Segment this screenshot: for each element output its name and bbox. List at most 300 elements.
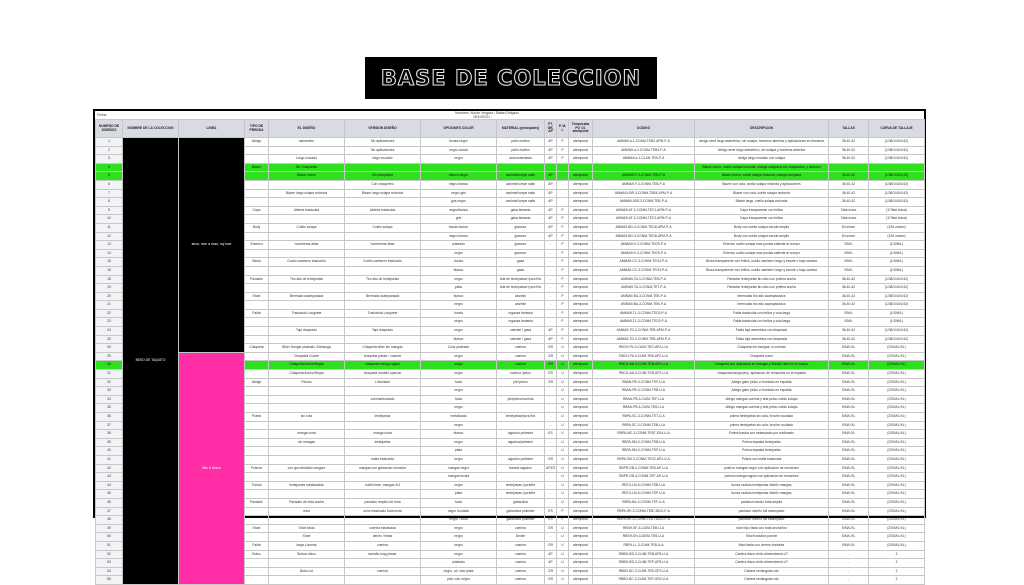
cell-n: 11	[96, 223, 123, 232]
cell-cod: RBPA-RE-3-CONM-TEG7-BDO-P-A	[593, 516, 695, 525]
cell-version	[345, 232, 421, 241]
cell-cod: RBPA-SC-3-CONM-TET-U-A	[593, 413, 695, 422]
cell-desc: Capa transparente con brillos	[695, 215, 829, 224]
cell-t: atemporal	[569, 533, 593, 542]
cell-color: negro	[421, 249, 497, 258]
cell-version: Bermuda acampanada	[345, 292, 421, 301]
cell-t: atemporal	[569, 335, 593, 344]
cell-color: negro	[421, 404, 497, 413]
cell-tipo	[245, 146, 269, 155]
cell-mat: gasa	[497, 266, 545, 275]
cell-p: P	[557, 215, 569, 224]
cell-tipo: Túnica	[245, 481, 269, 490]
cell-p: P	[557, 516, 569, 525]
cell-color: negro	[421, 275, 497, 284]
fecha-label: Fecha	[97, 113, 107, 117]
cell-cod: AMMA9-LBR-3-CONM-TSB4-APM-P-A	[593, 189, 695, 198]
cell-n: 24	[96, 327, 123, 336]
cell-n: 45	[96, 490, 123, 499]
column-header: TALLAS	[829, 120, 869, 138]
cell-tipo: Enterizo	[245, 241, 269, 250]
cell-tallas: S/M/L/XL	[829, 473, 869, 482]
cell-tipo	[245, 155, 269, 164]
cell-mat: cuerina /peion	[497, 370, 545, 379]
cell-n: 50	[96, 533, 123, 542]
cell-curva: (1/38/1/40/1/42)	[869, 198, 925, 207]
cell-color: metalizada	[421, 413, 497, 422]
cell-g: -	[545, 309, 557, 318]
cell-desc: Falda traslucida con brillos y cola larga	[695, 318, 829, 327]
cell-diseno	[269, 266, 345, 275]
cell-tallas: S/M/L	[829, 309, 869, 318]
cell-cod: RBSH-SF-3-CUIM-TEB-U-A	[593, 524, 695, 533]
cell-version: L/bordado	[345, 378, 421, 387]
cell-desc: Pantalon lentejuelas tiro alto con pretina ancha	[695, 284, 829, 293]
cell-t: atemporal	[569, 455, 593, 464]
cell-tallas: S/M/L/XL	[829, 455, 869, 464]
cell-diseno: Bermuda acampanada	[269, 292, 345, 301]
column-header: DESCRIPCION	[695, 120, 829, 138]
cell-cod: RBPA-SM-3-CONM-TEG2-AP4-U-A	[593, 455, 695, 464]
cell-color: blanco	[421, 292, 497, 301]
cell-g: GR	[545, 378, 557, 387]
cell-n: 6	[96, 180, 123, 189]
cell-diseno	[269, 232, 345, 241]
cell-n: 4	[96, 163, 123, 172]
cell-desc: Falda traslucida con brillos y cola larga	[695, 309, 829, 318]
cell-cod: AMMA9-a-1-CLAN-TEB-P-A	[593, 155, 695, 164]
cell-diseno	[269, 180, 345, 189]
cell-desc: Blusa transparente con brillos, cuello camisero largo y escote v bajo camisa	[695, 258, 829, 267]
cell-p	[557, 163, 569, 172]
cell-mat: cashmiri/crepe satin	[497, 180, 545, 189]
cell-curva: (1/Talla única)	[869, 206, 925, 215]
cell-version	[345, 301, 421, 310]
cell-tipo: Pantalón	[245, 275, 269, 284]
cell-tipo	[245, 249, 269, 258]
cell-tallas: S/M/L/XL	[829, 378, 869, 387]
column-header: TIPO DE PRENDA	[245, 120, 269, 138]
cell-tallas: S/M/L/XL	[829, 404, 869, 413]
cell-tipo: Falda	[245, 541, 269, 550]
cell-n: 38	[96, 430, 123, 439]
cell-n: 53	[96, 559, 123, 568]
cell-desc: chaqueta/manga jeep, aplicacion de remaches en la espalda	[695, 370, 829, 379]
cell-color: negro	[421, 550, 497, 559]
cell-color: fucia	[421, 395, 497, 404]
cell-tipo	[245, 533, 269, 542]
cell-curva: (2/S/M/L/XL)	[869, 498, 925, 507]
cell-p: -	[557, 189, 569, 198]
cell-p: U	[557, 481, 569, 490]
cell-p: P	[557, 266, 569, 275]
cell-g: GR	[545, 361, 557, 370]
cell-t: atemporal	[569, 258, 593, 267]
cell-cod: RBSH-SH-3-DEIM-TEB-U-A	[593, 533, 695, 542]
cell-curva: (1/S/M/L)	[869, 258, 925, 267]
cell-tipo	[245, 404, 269, 413]
cell-tallas: 36-40-42	[829, 180, 869, 189]
cell-tipo: Abrigo	[245, 378, 269, 387]
cell-t: atemporal	[569, 189, 593, 198]
cell-version	[345, 318, 421, 327]
cell-color: negro-gris	[421, 189, 497, 198]
cell-desc: Abrigo glam peloc c/ bordado en espalda	[695, 387, 829, 396]
cell-curva: (2/S/M/L/XL)	[869, 387, 925, 396]
cell-desc: Blazer torero, cuello solapa redonda, manga campana con drapeados, y cinturon	[695, 163, 829, 172]
cell-cod: RBTU-LM-3-CONM-TEB-U-A	[593, 481, 695, 490]
cell-cod: RBPA-SM-3-CONM-TEP-U-A	[593, 447, 695, 456]
cell-cod: AMMA9-BD-3-CONM-TEG8-APM-P-A	[593, 223, 695, 232]
cell-t: atemporal	[569, 464, 593, 473]
cell-p: U	[557, 344, 569, 353]
cell-desc: Blazer con cola, cuello solapa redonda	[695, 189, 829, 198]
cell-p: U	[557, 533, 569, 542]
cell-diseno: Abierta traslucida	[269, 206, 345, 215]
cell-n: 30	[96, 361, 123, 370]
cell-n: 18	[96, 275, 123, 284]
spreadsheet	[95, 111, 924, 582]
cell-cod: AMMA9-TL-3-CONM-TEO2-P-A	[593, 318, 695, 327]
cell-diseno: Short falda	[269, 524, 345, 533]
cell-mat: algodon poliester	[497, 430, 545, 439]
cell-tipo: Blazer	[245, 163, 269, 172]
cell-tallas: S/M/L	[829, 258, 869, 267]
cell-p: U	[557, 524, 569, 533]
cell-curva: (1/Talla única)	[869, 215, 925, 224]
cell-color: mangas fucsia	[421, 473, 497, 482]
cell-p: U	[557, 559, 569, 568]
cell-curva: (2/S/M/L/XL)	[869, 413, 925, 422]
cell-color: fucia	[421, 498, 497, 507]
cell-desc: Maxi falda con cierres frontales	[695, 541, 829, 550]
cell-cod: RBPR-GB-3-CONM-TEB-AP-U-A	[593, 464, 695, 473]
cell-curva: (1/38/1/40/1/42)	[869, 146, 925, 155]
cell-curva: (2/S/M/L/XL)	[869, 404, 925, 413]
cell-cod: RBFA-LL-3-CUIM-TEB-U-A	[593, 541, 695, 550]
cell-tipo	[245, 370, 269, 379]
cell-mat	[497, 421, 545, 430]
cell-g: AP	[545, 335, 557, 344]
cell-color: plata	[421, 284, 497, 293]
cell-g: AP	[545, 146, 557, 155]
cell-p: U	[557, 378, 569, 387]
cell-curva: (2/M unisex)	[869, 223, 925, 232]
cell-n: 26	[96, 344, 123, 353]
cell-t: atemporal	[569, 524, 593, 533]
cell-n: 25	[96, 335, 123, 344]
cell-tallas: S/M/L/XL	[829, 387, 869, 396]
sheet-date: 28/10/2021	[473, 115, 490, 119]
cell-color: fucsia	[421, 309, 497, 318]
cell-tallas: 36-40-42	[829, 327, 869, 336]
cell-n: 22	[96, 309, 123, 318]
cell-desc: abrigo largo cruzado con solapa	[695, 155, 829, 164]
cell-curva: (1/38/1/40/1/42)	[869, 172, 925, 181]
cell-cod: AMMA9-a-1-COAM-TEB2-APM-P-A	[593, 138, 695, 147]
cell-cod: AMMA9-CC-3-CONM-TEG3-P-A	[593, 266, 695, 275]
cell-n: 41	[96, 455, 123, 464]
cell-g: AP,ES	[545, 464, 557, 473]
cell-t: atemporal	[569, 498, 593, 507]
cell-g: AP	[545, 189, 557, 198]
cell-diseno	[269, 421, 345, 430]
cell-mat: gasa	[497, 258, 545, 267]
cell-version	[345, 490, 421, 499]
cell-tipo	[245, 387, 269, 396]
collection-title-banner	[365, 57, 657, 99]
cell-t: atemporal	[569, 292, 593, 301]
collection-name-cell: BESO DE TAQUITO	[123, 138, 179, 585]
cell-color: blanco-negro	[421, 172, 497, 181]
cell-t: atemporal	[569, 387, 593, 396]
cell-diseno: Short	[269, 533, 345, 542]
cell-g: ES	[545, 507, 557, 516]
cell-n: 35	[96, 404, 123, 413]
cell-desc: Body con cuello solapa escote amplio	[695, 232, 829, 241]
cell-t: atemporal	[569, 516, 593, 525]
cell-version	[345, 198, 421, 207]
cell-t: atemporal	[569, 146, 593, 155]
cell-tipo: Short	[245, 292, 269, 301]
cell-diseno: Largo cruzado	[269, 155, 345, 164]
cell-mat: cuerina	[497, 559, 545, 568]
cell-color: negro	[421, 541, 497, 550]
cell-desc: Chaqueta sin mangas, sí correas	[695, 344, 829, 353]
cell-curva: (1/38/1/40/1/42)	[869, 189, 925, 198]
cell-tipo: Short	[245, 524, 269, 533]
cell-mat	[497, 387, 545, 396]
cell-t: atemporal	[569, 318, 593, 327]
cell-g: -	[545, 275, 557, 284]
cell-color: negro	[421, 301, 497, 310]
cell-diseno	[269, 146, 345, 155]
cell-desc: Body con cuello solapa escote amplio	[695, 223, 829, 232]
cell-cod: RBBO-BC-3-CUIM-TEB-GP2-U-A	[593, 567, 695, 576]
cell-desc: Polera basica con estampado por sublimado	[695, 430, 829, 439]
cell-curva: (2/S/M/L/XL)	[869, 464, 925, 473]
cell-diseno	[269, 473, 345, 482]
cell-cod: AMMA9-BA-3-CONM-TEB-P-A	[593, 292, 695, 301]
cell-desc: Cartera rectangular cds	[695, 576, 829, 585]
cell-g: -	[545, 413, 557, 422]
cell-diseno: Chaqueta Ancho/Negra	[269, 361, 345, 370]
cell-diseno: Bolsos disco	[269, 550, 345, 559]
column-header: Temporada PV, OI, atemporal	[569, 120, 593, 138]
cell-p: U	[557, 430, 569, 439]
cell-n: 29	[96, 352, 123, 361]
cell-p: U	[557, 395, 569, 404]
cell-n: 40	[96, 447, 123, 456]
cell-tallas: S/M/L/XL	[829, 344, 869, 353]
cell-diseno	[269, 559, 345, 568]
cell-desc: poleron manga ragian con aplicacion de remaches	[695, 473, 829, 482]
cell-color: negro	[421, 438, 497, 447]
cell-tallas: 36-40-42	[829, 172, 869, 181]
cell-g: AP	[545, 155, 557, 164]
cell-g	[545, 404, 557, 413]
cell-color: negro-blanco	[421, 232, 497, 241]
cell-p: P	[557, 301, 569, 310]
cell-n: 43	[96, 473, 123, 482]
cell-diseno	[269, 284, 345, 293]
cell-cod: RBAN-PB-3-CONM-TEB-U-A	[593, 387, 695, 396]
cell-p: U	[557, 387, 569, 396]
cell-mat: gabardina poliester	[497, 507, 545, 516]
cell-n: 44	[96, 481, 123, 490]
cell-version	[345, 249, 421, 258]
cell-tallas: S/M/L/XL	[829, 541, 869, 550]
cell-diseno: Peludo	[269, 378, 345, 387]
cell-version: Sin chaqueteo	[345, 172, 421, 181]
cell-g: -	[545, 301, 557, 310]
cell-desc: Polera con malla traslucida	[695, 455, 829, 464]
column-header: CODIGO	[593, 120, 695, 138]
cell-diseno: sin mangas	[269, 438, 345, 447]
cell-t: atemporal	[569, 215, 593, 224]
cell-tipo	[245, 430, 269, 439]
cell-desc: bermudas tiro alto acampanados	[695, 292, 829, 301]
cell-g: AP	[545, 223, 557, 232]
cell-desc: Capa transparente con brillos	[695, 206, 829, 215]
cell-n: 14	[96, 249, 123, 258]
cell-t: atemporal	[569, 421, 593, 430]
cell-version: chaqueta manga ragian	[345, 361, 421, 370]
cell-n: 42	[96, 464, 123, 473]
cell-n: 3	[96, 155, 123, 164]
cell-diseno: Blazer largo solapa redonda	[269, 189, 345, 198]
cell-mat	[497, 404, 545, 413]
cell-tipo	[245, 447, 269, 456]
cell-mat: franela algodon	[497, 464, 545, 473]
cell-curva: 2	[869, 550, 925, 559]
cell-t: atemporal	[569, 309, 593, 318]
cell-tipo: Body	[245, 223, 269, 232]
cell-cod: AMMA9-F-3-CONM-TEB-P-A	[593, 180, 695, 189]
cell-mat: cuerina	[497, 550, 545, 559]
cell-color: negro/blanco	[421, 206, 497, 215]
cell-color: negro	[421, 155, 497, 164]
cell-tallas: S/M/L/XL	[829, 395, 869, 404]
cell-tipo: Chaqueta	[245, 344, 269, 353]
cell-version: mangas con aplicacion remache	[345, 464, 421, 473]
cell-diseno: Bolso cd	[269, 567, 345, 576]
cell-desc: Enterizo cuello solapa mas puntas saliente al cuerpo	[695, 241, 829, 250]
cell-t: atemporal	[569, 223, 593, 232]
cell-g	[545, 473, 557, 482]
cell-desc: Pantalon lentejuelas tiro alto con pretina ancha	[695, 275, 829, 284]
cell-cod: RBTU-LM-3-CONM-TEP-U-A	[593, 490, 695, 499]
cell-diseno: Traslucida Longuete	[269, 309, 345, 318]
cell-curva: (1/38/1/40/1/42)	[869, 335, 925, 344]
cell-mat: cuerina	[497, 344, 545, 353]
cell-color: blanco	[421, 430, 497, 439]
cell-diseno	[269, 335, 345, 344]
cell-diseno	[269, 455, 345, 464]
cell-color: negro	[421, 524, 497, 533]
cell-desc: Polera espalda lentejuelas	[695, 438, 829, 447]
cell-t: atemporal	[569, 138, 593, 147]
cell-diseno: recto	[269, 507, 345, 516]
cell-g: -	[545, 266, 557, 275]
cell-curva: (2/S/M/L/XL)	[869, 370, 925, 379]
cell-color: negro	[421, 352, 497, 361]
cell-tallas: S/M/L/XL	[829, 421, 869, 430]
cell-curva: (2/S/M/L/XL)	[869, 524, 925, 533]
cell-desc: pantalon diseño full estampado	[695, 516, 829, 525]
cell-p: P	[557, 318, 569, 327]
cell-curva: (2/S/M/L/XL)	[869, 481, 925, 490]
cell-mat: lentejuelas/lycra fria	[497, 413, 545, 422]
cell-curva: (2/S/M/L/XL)	[869, 395, 925, 404]
cell-version: Chaqueta biker sin mangas	[345, 344, 421, 353]
cell-t: atemporal	[569, 541, 593, 550]
cell-color: plat, cds: negro	[421, 576, 497, 585]
cell-tipo	[245, 284, 269, 293]
cell-tipo	[245, 352, 269, 361]
cell-tipo	[245, 232, 269, 241]
cell-n: 37	[96, 421, 123, 430]
cell-cod: RBPA-BA-3-CONM-TEF-U-A	[593, 498, 695, 507]
cell-n: 1	[96, 138, 123, 147]
cell-n: 12	[96, 232, 123, 241]
cell-n: 8	[96, 198, 123, 207]
cell-diseno: Chaqueta Ancho/Negra	[269, 370, 345, 379]
cell-curva: (1/S/M/L)	[869, 266, 925, 275]
cell-n: 5	[96, 172, 123, 181]
cell-tipo	[245, 172, 269, 181]
cell-mat: gabardina	[497, 498, 545, 507]
cell-version: Cuello camisero traslucido	[345, 258, 421, 267]
cell-diseno	[269, 301, 345, 310]
cell-n: 15	[96, 258, 123, 267]
cell-diseno: Tiro alto de lentejuelas	[269, 275, 345, 284]
cell-cod: AMMA9-TA-3-CONM-TET-P-A	[593, 284, 695, 293]
cell-version: malla traslucida	[345, 455, 421, 464]
cell-curva: (2/S/M/L/XL)	[869, 421, 925, 430]
cell-tipo	[245, 318, 269, 327]
cell-p: U	[557, 421, 569, 430]
cell-cod: RBPA-SC-3-CONM-TEB-U-A	[593, 421, 695, 430]
cell-color: plateado	[421, 241, 497, 250]
cell-t: atemporal	[569, 490, 593, 499]
cell-diseno: Blazer torero	[269, 172, 345, 181]
cell-desc: Blusa transparente con brillos, cuello camisero largo y escote v bajo camisa	[695, 266, 829, 275]
column-header: NUMERO DE DISEÑOS	[96, 120, 123, 138]
cell-diseno	[269, 395, 345, 404]
cell-cod: RBBO-BD-3-CUIM-TEB-AP5-U-A	[593, 550, 695, 559]
cell-t: atemporal	[569, 198, 593, 207]
cell-tipo	[245, 455, 269, 464]
cell-g: GR	[545, 567, 557, 576]
cell-color: negro	[421, 318, 497, 327]
cell-p: P	[557, 241, 569, 250]
cell-tipo	[245, 516, 269, 525]
cell-n: 31	[96, 370, 123, 379]
table-row	[96, 138, 925, 147]
cell-desc: short tipo falda con bota ancha/tiro	[695, 524, 829, 533]
cell-color: negro	[421, 481, 497, 490]
cell-tallas: 36-40-42	[829, 275, 869, 284]
cell-curva: (2/S/M/L/XL)	[869, 473, 925, 482]
cell-g: -	[545, 421, 557, 430]
table-body	[96, 138, 925, 585]
cell-mat: cashmiri/crepe satin	[497, 189, 545, 198]
cell-tipo: Bolso	[245, 550, 269, 559]
cell-tallas: 36-40-42	[829, 198, 869, 207]
cell-desc: Abrigo mangas cuerina y teta peluo cuello solapa	[695, 395, 829, 404]
cell-color: fucsia	[421, 258, 497, 267]
